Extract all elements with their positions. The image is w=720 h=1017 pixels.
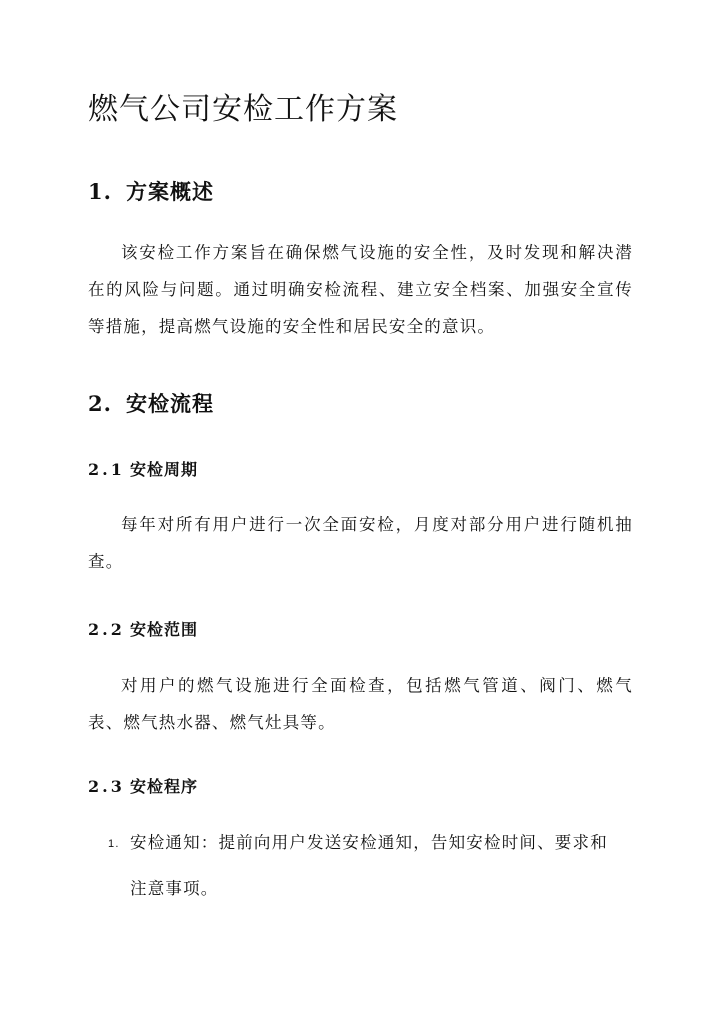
- subsection-heading-scope: [88, 617, 198, 640]
- subsection-title: 安检范围: [130, 620, 199, 639]
- subsection-number: 2.3: [88, 777, 125, 796]
- list-item: [108, 820, 628, 912]
- subsection-number: 2.1: [88, 460, 125, 479]
- section-number: 2.: [88, 391, 112, 416]
- section-title: 安检流程: [126, 391, 214, 416]
- subsection-number: 2.2: [88, 620, 125, 639]
- section-heading-process: [88, 388, 214, 418]
- subsection-heading-procedure: [88, 774, 198, 797]
- cycle-paragraph: 每年对所有用户进行一次全面安检，月度对部分用户进行随机抽查。: [88, 515, 633, 571]
- list-item-text: 安检通知：提前向用户发送安检通知，告知安检时间、要求和注意事项。: [130, 833, 608, 898]
- section-title: 方案概述: [126, 179, 214, 204]
- section-number: 1.: [88, 179, 112, 204]
- document-title: 燃气公司安检工作方案: [88, 92, 398, 127]
- overview-paragraph: 该安检工作方案旨在确保燃气设施的安全性，及时发现和解决潜在的风险与问题。通过明确安检流程、建立安全档案、加强安全宣传等措施，提高燃气设施的安全性和居民安全的意识。: [88, 243, 633, 336]
- section-heading-overview: [88, 176, 214, 206]
- subsection-heading-cycle: [88, 457, 198, 480]
- subsection-title: 安检周期: [130, 460, 199, 479]
- list-marker: 1.: [108, 838, 120, 850]
- scope-paragraph: 对用户的燃气设施进行全面检查，包括燃气管道、阀门、燃气表、燃气热水器、燃气灶具等。: [88, 676, 633, 732]
- subsection-title: 安检程序: [130, 777, 199, 796]
